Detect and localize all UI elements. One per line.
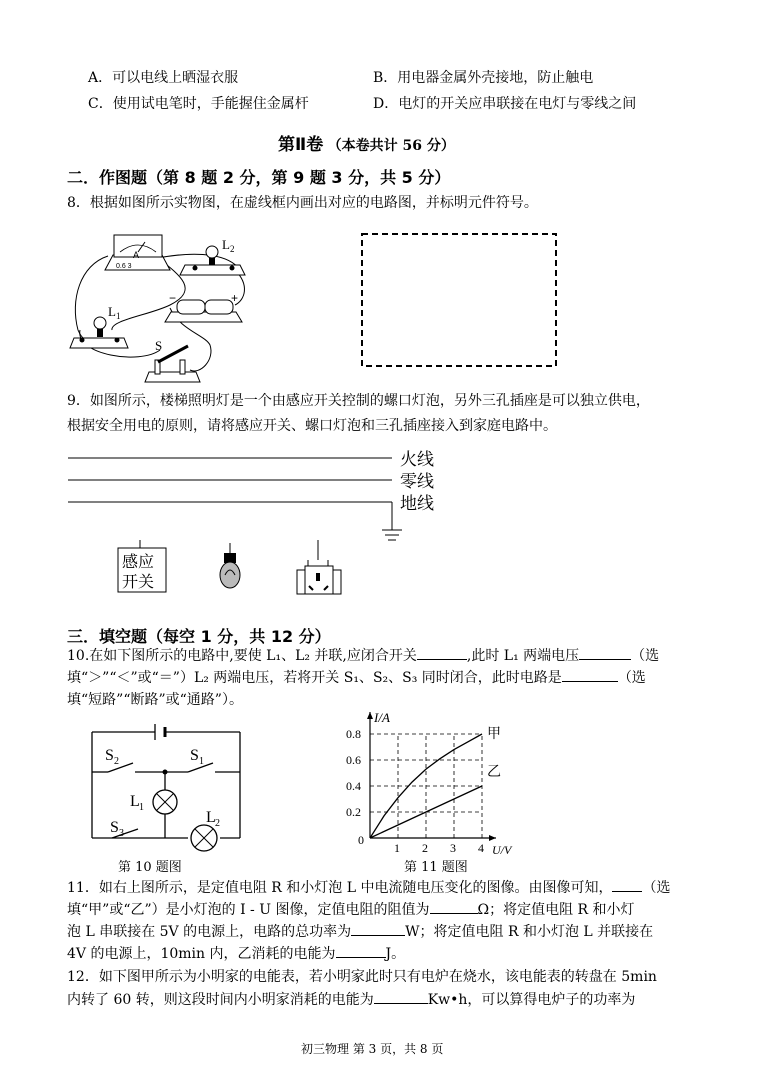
x-axis-arrow (489, 835, 496, 841)
q10-line1: 10.在如下图所示的电路中,要使 L₁、L₂ 并联,应闭合开关 ,此时 L₁ 两端电压 （选 (67, 648, 660, 664)
q9-line1: 9．如图所示，楼梯照明灯是一个由感应开关控制的螺口灯泡，另外三孔插座是可以独立供电， (67, 393, 650, 409)
svg-text:S: S (110, 819, 119, 836)
q12-line2: 内转了 60 转，则这段时间内小明家消耗的电能为 Kw•h，可以算得电炉子的功率为 (67, 992, 636, 1008)
page-footer: 初三物理 第 3 页，共 8 页 (301, 1042, 444, 1056)
part2-subtitle: （本卷共计 56 分） (327, 138, 455, 154)
svg-text:2: 2 (230, 244, 235, 254)
y-axis-arrow (367, 712, 373, 719)
q9-line2: 根据安全用电的原则，请将感应开关、螺口灯泡和三孔插座接入到家庭电路中。 (67, 418, 557, 434)
option-c: C．使用试电笔时，手能握住金属杆 (88, 96, 309, 112)
answer-blank[interactable] (336, 944, 386, 958)
svg-text:开关: 开关 (122, 572, 155, 591)
y-tick-label: 0.8 (346, 727, 361, 741)
q10-line2: 填“＞”“＜”或“＝”）L₂ 两端电压，若将开关 S₁、S₂、S₃ 同时闭合，此时电路是 （选 (67, 670, 646, 686)
svg-text:2: 2 (215, 818, 220, 829)
q10-caption: 第 10 题图 (118, 860, 182, 875)
x-axis-label: U/V (492, 843, 512, 857)
q10-line3: 填“短路”“断路”或“通路”）。 (67, 692, 243, 708)
svg-text:S: S (155, 338, 163, 353)
svg-text:L: L (108, 304, 116, 319)
y-axis-label: I/A (374, 710, 390, 725)
svg-text:A: A (133, 250, 140, 260)
svg-text:感应: 感应 (122, 552, 155, 571)
svg-text:L: L (130, 793, 140, 810)
answer-blank[interactable] (612, 878, 642, 892)
y-tick-label: 0.6 (346, 753, 361, 767)
option-a: A．可以电线上晒湿衣服 (88, 70, 239, 86)
x-tick-label: 3 (450, 841, 456, 855)
svg-text:L: L (206, 809, 216, 826)
svg-text:S: S (190, 747, 199, 764)
part2-title: 第Ⅱ卷 (278, 135, 324, 155)
section3-heading: 三．填空题（每空 1 分，共 12 分） (67, 627, 331, 646)
option-b: B．用电器金属外壳接地，防止触电 (373, 70, 594, 86)
svg-text:1: 1 (139, 802, 144, 813)
svg-text:2: 2 (114, 756, 119, 767)
q8-text: 8．根据如图所示实物图，在虚线框内画出对应的电路图，并标明元件符号。 (67, 195, 538, 211)
svg-text:−: − (169, 291, 177, 305)
series-label: 乙 (487, 764, 501, 780)
q11-line2: 填“甲”或“乙”）是小灯泡的 I - U 图像，定值电阻的阻值为 Ω；将定值电阻 R 和小灯 (67, 902, 635, 918)
option-d: D．电灯的开关应串联接在电灯与零线之间 (373, 96, 637, 112)
svg-text:1: 1 (199, 756, 204, 767)
y-tick-label: 0.2 (346, 805, 361, 819)
svg-text:L: L (222, 237, 230, 252)
q11-caption: 第 11 题图 (404, 860, 468, 875)
q12-line1: 12．如下图甲所示为小明家的电能表，若小明家此时只有电炉在烧水，该电能表的转盘在 5min (67, 969, 657, 985)
answer-blank[interactable] (430, 900, 478, 914)
x-tick-label: 1 (394, 841, 400, 855)
wire-label-neutral: 零线 (400, 472, 434, 492)
series-label: 甲 (487, 726, 501, 742)
y-tick-label: 0.4 (346, 779, 361, 793)
svg-text:3: 3 (119, 828, 124, 839)
origin-label: 0 (358, 833, 364, 847)
svg-text:S: S (105, 747, 114, 764)
wire-label-live: 火线 (400, 450, 434, 470)
x-tick-label: 4 (478, 841, 484, 855)
answer-blank[interactable] (351, 922, 405, 936)
q11-line3: 泡 L 串联接在 5V 的电源上，电路的总功率为 W；将定值电阻 R 和小灯泡 L 并联接在 (67, 924, 654, 940)
svg-text:1: 1 (116, 311, 121, 321)
svg-text:0.6 3: 0.6 3 (116, 263, 132, 270)
q11-line4: 4V 的电源上，10min 内，乙消耗的电能为 J。 (67, 946, 406, 962)
x-tick-label: 2 (422, 841, 428, 855)
svg-text:+: + (231, 291, 239, 305)
section2-heading: 二．作图题（第 8 题 2 分，第 9 题 3 分，共 5 分） (67, 168, 451, 187)
wire-label-earth: 地线 (400, 494, 434, 514)
q11-line1: 11．如右上图所示，是定值电阻 R 和小灯泡 L 中电流随电压变化的图像。由图像可知， （选 (67, 880, 671, 896)
answer-blank[interactable] (374, 990, 428, 1004)
